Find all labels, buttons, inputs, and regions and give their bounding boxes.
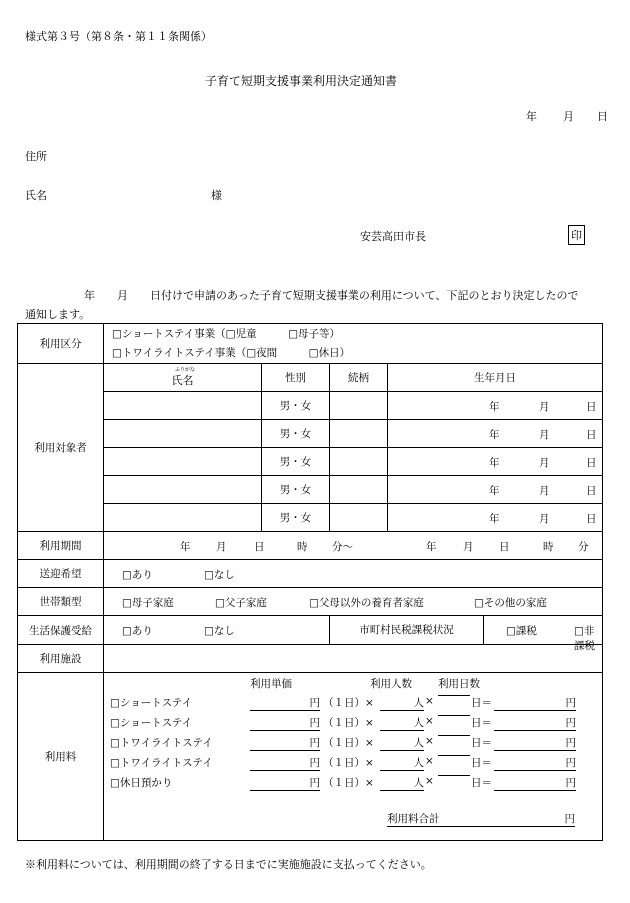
fee-days-field[interactable]: [438, 695, 470, 696]
target-row: [18, 504, 603, 532]
usage-category-options: [104, 324, 603, 364]
page-title: 子育て短期支援事業利用決定通知書: [205, 74, 398, 88]
fee-amount-yen: 円: [565, 757, 576, 769]
fee-yen: 円: [309, 717, 320, 729]
period-end-hour: 時: [543, 541, 554, 553]
transport-label: 送迎希望: [18, 560, 104, 588]
birth-month: 月: [539, 485, 550, 497]
fee-amount-field[interactable]: [494, 735, 576, 751]
fee-people-field[interactable]: [380, 715, 424, 731]
target-row: [18, 448, 603, 476]
birth-date-cell[interactable]: [388, 476, 603, 504]
birth-day: 日: [586, 485, 597, 497]
fee-person: 人: [413, 697, 424, 709]
fee-day-eq: 日＝: [471, 737, 492, 749]
period-label: 利用期間: [18, 532, 104, 560]
fee-people-field[interactable]: [380, 775, 424, 791]
fee-cell: [104, 673, 603, 841]
fee-unit-field[interactable]: [250, 735, 320, 751]
household-guardian-checkbox[interactable]: □父母以外の養育者家庭: [309, 597, 424, 609]
birth-month: 月: [539, 401, 550, 413]
fee-amount-field[interactable]: [494, 695, 576, 711]
relation-cell[interactable]: [330, 392, 388, 420]
fee-item-checkbox[interactable]: □トワイライトステイ: [110, 757, 213, 769]
fee-people-field[interactable]: [380, 695, 424, 711]
facility-cell[interactable]: [104, 645, 603, 673]
birth-month: 月: [539, 513, 550, 525]
welfare-cell: [104, 616, 330, 645]
fee-times: ×: [425, 775, 434, 787]
period-start-hour: 時: [297, 541, 308, 553]
address-label: 住所: [25, 150, 47, 163]
birth-date-cell[interactable]: [388, 420, 603, 448]
fee-days-field[interactable]: [438, 755, 470, 756]
fee-item-checkbox[interactable]: □ショートステイ: [110, 697, 193, 709]
fee-person: 人: [413, 757, 424, 769]
birth-date-cell[interactable]: [388, 392, 603, 420]
transport-no-checkbox[interactable]: □なし: [204, 569, 235, 581]
fee-days-field[interactable]: [438, 715, 470, 716]
date-month: 月: [563, 110, 574, 123]
fee-total-label: 利用料合計: [387, 813, 440, 825]
relation-cell[interactable]: [330, 504, 388, 532]
birth-year: 年: [489, 513, 500, 525]
target-row: [18, 392, 603, 420]
fee-times: ×: [425, 695, 434, 707]
fee-per-day: （１日）×: [323, 737, 374, 749]
fee-people-field[interactable]: [380, 735, 424, 751]
fee-unit-field[interactable]: [250, 775, 320, 791]
fee-amount-yen: 円: [565, 697, 576, 709]
fee-unit-field[interactable]: [250, 695, 320, 711]
target-label: 利用対象者: [18, 364, 104, 532]
household-cell: [104, 588, 603, 616]
period-start-minute: 分～: [332, 541, 353, 553]
target-name-cell[interactable]: [104, 476, 262, 504]
fee-unit-field[interactable]: [250, 755, 320, 771]
period-start-day: 日: [254, 541, 265, 553]
fee-per-day: （１日）×: [323, 717, 374, 729]
target-row: [18, 420, 603, 448]
birth-year: 年: [489, 457, 500, 469]
header-name-ruby: ふりがな: [175, 367, 196, 373]
period-end-year: 年: [426, 541, 437, 553]
body-text-1: 年 月 日付けで申請のあった子育て短期支援事業の利用について、下記のとおり決定したので: [84, 289, 579, 302]
gender-option[interactable]: 男・女: [262, 392, 330, 420]
fee-per-day: （１日）×: [323, 697, 374, 709]
fee-days-field[interactable]: [438, 735, 470, 736]
honorific: 様: [211, 189, 222, 202]
fee-header-unit: 利用単価: [250, 678, 292, 690]
birth-day: 日: [586, 457, 597, 469]
period-end-minute: 分: [578, 541, 589, 553]
household-single-mother-checkbox[interactable]: □母子家庭: [122, 597, 174, 609]
birth-day: 日: [586, 513, 597, 525]
fee-day-eq: 日＝: [471, 697, 492, 709]
fee-total-field[interactable]: [387, 811, 575, 827]
fee-item-checkbox[interactable]: □休日預かり: [110, 777, 173, 789]
transport-cell: [104, 560, 603, 588]
fee-amount-field[interactable]: [494, 775, 576, 791]
household-label: 世帯類型: [18, 588, 104, 616]
fee-amount-field[interactable]: [494, 715, 576, 731]
fee-amount-yen: 円: [565, 737, 576, 749]
birth-month: 月: [539, 429, 550, 441]
relation-cell[interactable]: [330, 420, 388, 448]
fee-person: 人: [413, 717, 424, 729]
welfare-label: 生活保護受給: [18, 616, 104, 645]
gender-option[interactable]: 男・女: [262, 504, 330, 532]
fee-yen: 円: [309, 697, 320, 709]
fee-header-days: 利用日数: [438, 678, 480, 690]
gender-option[interactable]: 男・女: [262, 448, 330, 476]
fee-yen: 円: [309, 777, 320, 789]
birth-day: 日: [586, 401, 597, 413]
tax-status-label: 市町村民税課税状況: [330, 616, 484, 644]
target-row: [18, 476, 603, 504]
fee-times: ×: [425, 735, 434, 747]
issuer: 安芸高田市長: [360, 230, 426, 243]
form-number: 様式第３号（第８条・第１１条関係）: [25, 30, 212, 43]
target-name-cell[interactable]: [104, 504, 262, 532]
relation-cell[interactable]: [330, 448, 388, 476]
period-end-day: 日: [499, 541, 510, 553]
relation-cell[interactable]: [330, 476, 388, 504]
fee-people-field[interactable]: [380, 755, 424, 771]
fee-day-eq: 日＝: [471, 777, 492, 789]
fee-per-day: （１日）×: [323, 777, 374, 789]
household-single-father-checkbox[interactable]: □父子家庭: [215, 597, 267, 609]
fee-yen: 円: [309, 737, 320, 749]
header-birth: 生年月日: [388, 364, 603, 392]
date-day: 日: [597, 110, 608, 123]
welfare-no-checkbox[interactable]: □なし: [204, 625, 235, 637]
household-other-checkbox[interactable]: □その他の家庭: [474, 597, 547, 609]
fee-day-eq: 日＝: [471, 717, 492, 729]
header-relation: 続柄: [330, 364, 388, 392]
period-end-month: 月: [463, 541, 474, 553]
fee-day-eq: 日＝: [471, 757, 492, 769]
target-name-cell[interactable]: [104, 448, 262, 476]
birth-day: 日: [586, 429, 597, 441]
fee-header-people: 利用人数: [370, 678, 412, 690]
usage-category-label: 利用区分: [18, 324, 104, 364]
header-name-text: 氏名: [171, 373, 194, 387]
period-start-month: 月: [216, 541, 227, 553]
decision-table: [17, 323, 603, 841]
fee-amount-field[interactable]: [494, 755, 576, 771]
fee-person: 人: [413, 777, 424, 789]
header-name: [104, 364, 262, 392]
fee-times: ×: [425, 715, 434, 727]
birth-month: 月: [539, 457, 550, 469]
seal-box: 印: [568, 225, 585, 245]
birth-year: 年: [489, 401, 500, 413]
tax-status-cell: [330, 616, 603, 652]
fee-days-field[interactable]: [438, 775, 470, 776]
welfare-yes-checkbox[interactable]: □あり: [122, 625, 153, 637]
birth-year: 年: [489, 485, 500, 497]
fee-person: 人: [413, 737, 424, 749]
target-name-cell[interactable]: [104, 420, 262, 448]
fee-times: ×: [425, 755, 434, 767]
body-text-2: 通知します。: [25, 308, 91, 321]
target-name-cell[interactable]: [104, 392, 262, 420]
usage-category-line2: □トワイライトステイ事業（□夜間 □休日）: [112, 346, 351, 359]
usage-category-line1: □ショートステイ事業（□児童 □母子等）: [112, 327, 341, 340]
transport-yes-checkbox[interactable]: □あり: [122, 569, 153, 581]
facility-label: 利用施設: [18, 645, 104, 673]
fee-item-checkbox[interactable]: □ショートステイ: [110, 717, 193, 729]
fee-yen: 円: [309, 757, 320, 769]
fee-unit-field[interactable]: [250, 715, 320, 731]
gender-option[interactable]: 男・女: [262, 476, 330, 504]
header-gender: 性別: [262, 364, 330, 392]
birth-date-cell[interactable]: [388, 504, 603, 532]
date-year: 年: [526, 110, 537, 123]
footer-note: ※利用料については、利用期間の終了する日までに実施施設に支払ってください。: [25, 858, 432, 871]
fee-item-checkbox[interactable]: □トワイライトステイ: [110, 737, 213, 749]
birth-year: 年: [489, 429, 500, 441]
fee-per-day: （１日）×: [323, 757, 374, 769]
untaxed-checkbox[interactable]: □非課税: [574, 625, 595, 652]
taxed-checkbox[interactable]: □課税: [506, 625, 537, 637]
period-start-year: 年: [180, 541, 191, 553]
fee-amount-yen: 円: [565, 717, 576, 729]
period-cell[interactable]: [104, 532, 603, 560]
birth-date-cell[interactable]: [388, 448, 603, 476]
fee-total-yen: 円: [564, 813, 575, 825]
fee-label: 利用料: [18, 673, 104, 841]
fee-amount-yen: 円: [565, 777, 576, 789]
gender-option[interactable]: 男・女: [262, 420, 330, 448]
name-label: 氏名: [25, 189, 47, 202]
